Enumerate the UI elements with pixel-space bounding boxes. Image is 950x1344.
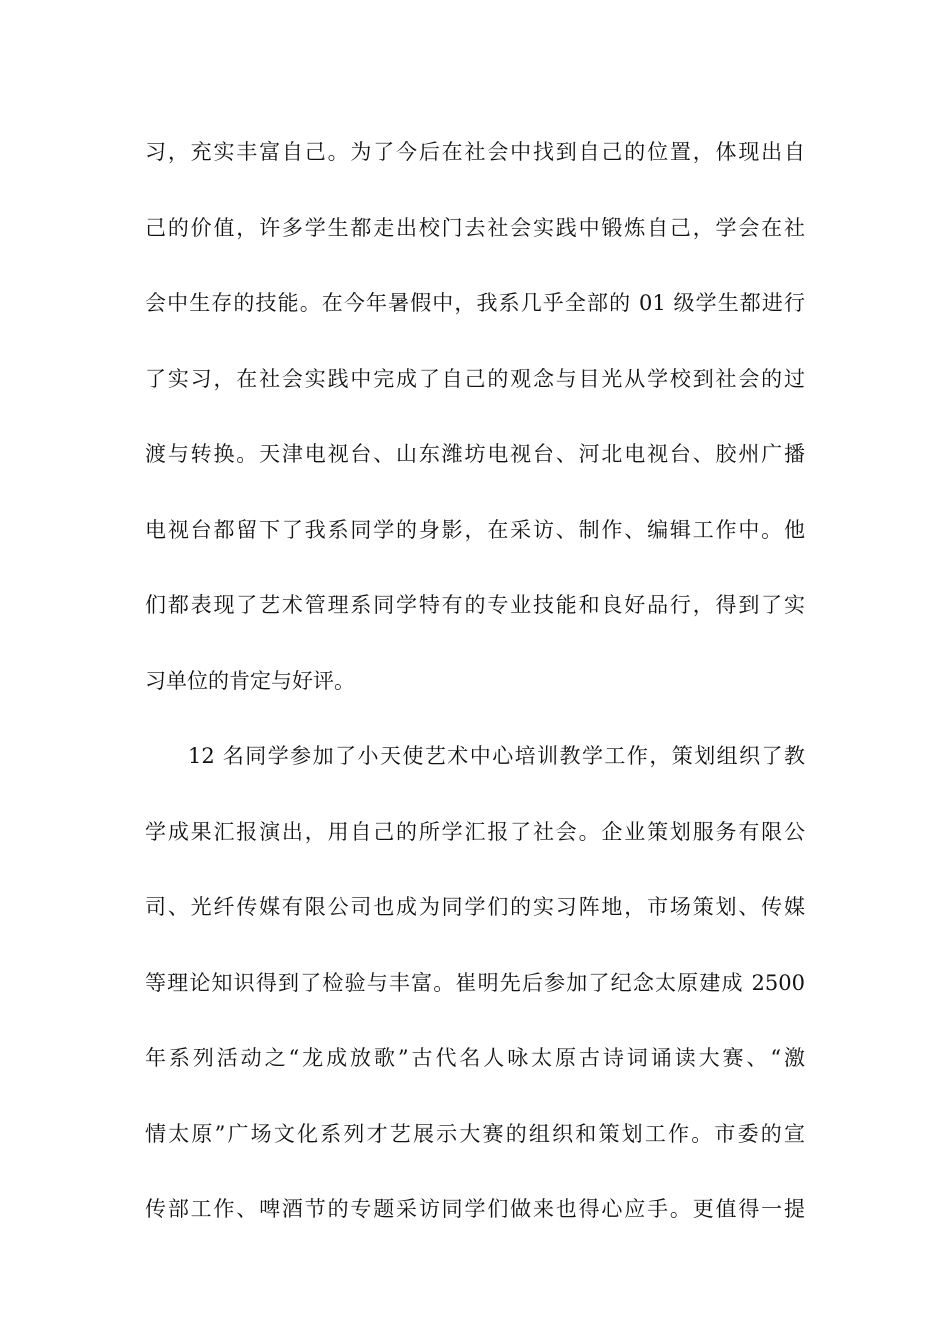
text-line: 12 名同学参加了小天使艺术中心培训教学工作，策划组织了教 [188,744,805,768]
text-line: 习，充实丰富自己。为了今后在社会中找到自己的位置，体现出自 [145,140,805,164]
text-line: 传部工作、啤酒节的专题采访同学们做来也得心应手。更值得一提 [145,1197,805,1221]
text-line: 习单位的肯定与好评。 [145,669,355,693]
text-line: 司、光纤传媒有限公司也成为同学们的实习阵地，市场策划、传媒 [145,895,805,919]
text-line: 会中生存的技能。在今年暑假中，我系几乎全部的 01 级学生都进行 [145,291,805,315]
text-line: 了实习，在社会实践中完成了自己的观念与目光从学校到社会的过 [145,367,805,391]
text-line: 己的价值，许多学生都走出校门去社会实践中锻炼自己，学会在社 [145,216,805,240]
text-line: 学成果汇报演出，用自己的所学汇报了社会。企业策划服务有限公 [145,820,805,844]
text-line: 电视台都留下了我系同学的身影，在采访、制作、编辑工作中。他 [145,518,805,542]
text-line: 等理论知识得到了检验与丰富。崔明先后参加了纪念太原建成 2500 [145,971,805,995]
text-line: 年系列活动之“龙成放歌”古代名人咏太原古诗词诵读大赛、“激 [145,1046,805,1070]
text-line: 渡与转换。天津电视台、山东潍坊电视台、河北电视台、胶州广播 [145,442,805,466]
text-line: 们都表现了艺术管理系同学特有的专业技能和良好品行，得到了实 [145,593,805,617]
text-line: 情太原”广场文化系列才艺展示大赛的组织和策划工作。市委的宣 [145,1122,805,1146]
